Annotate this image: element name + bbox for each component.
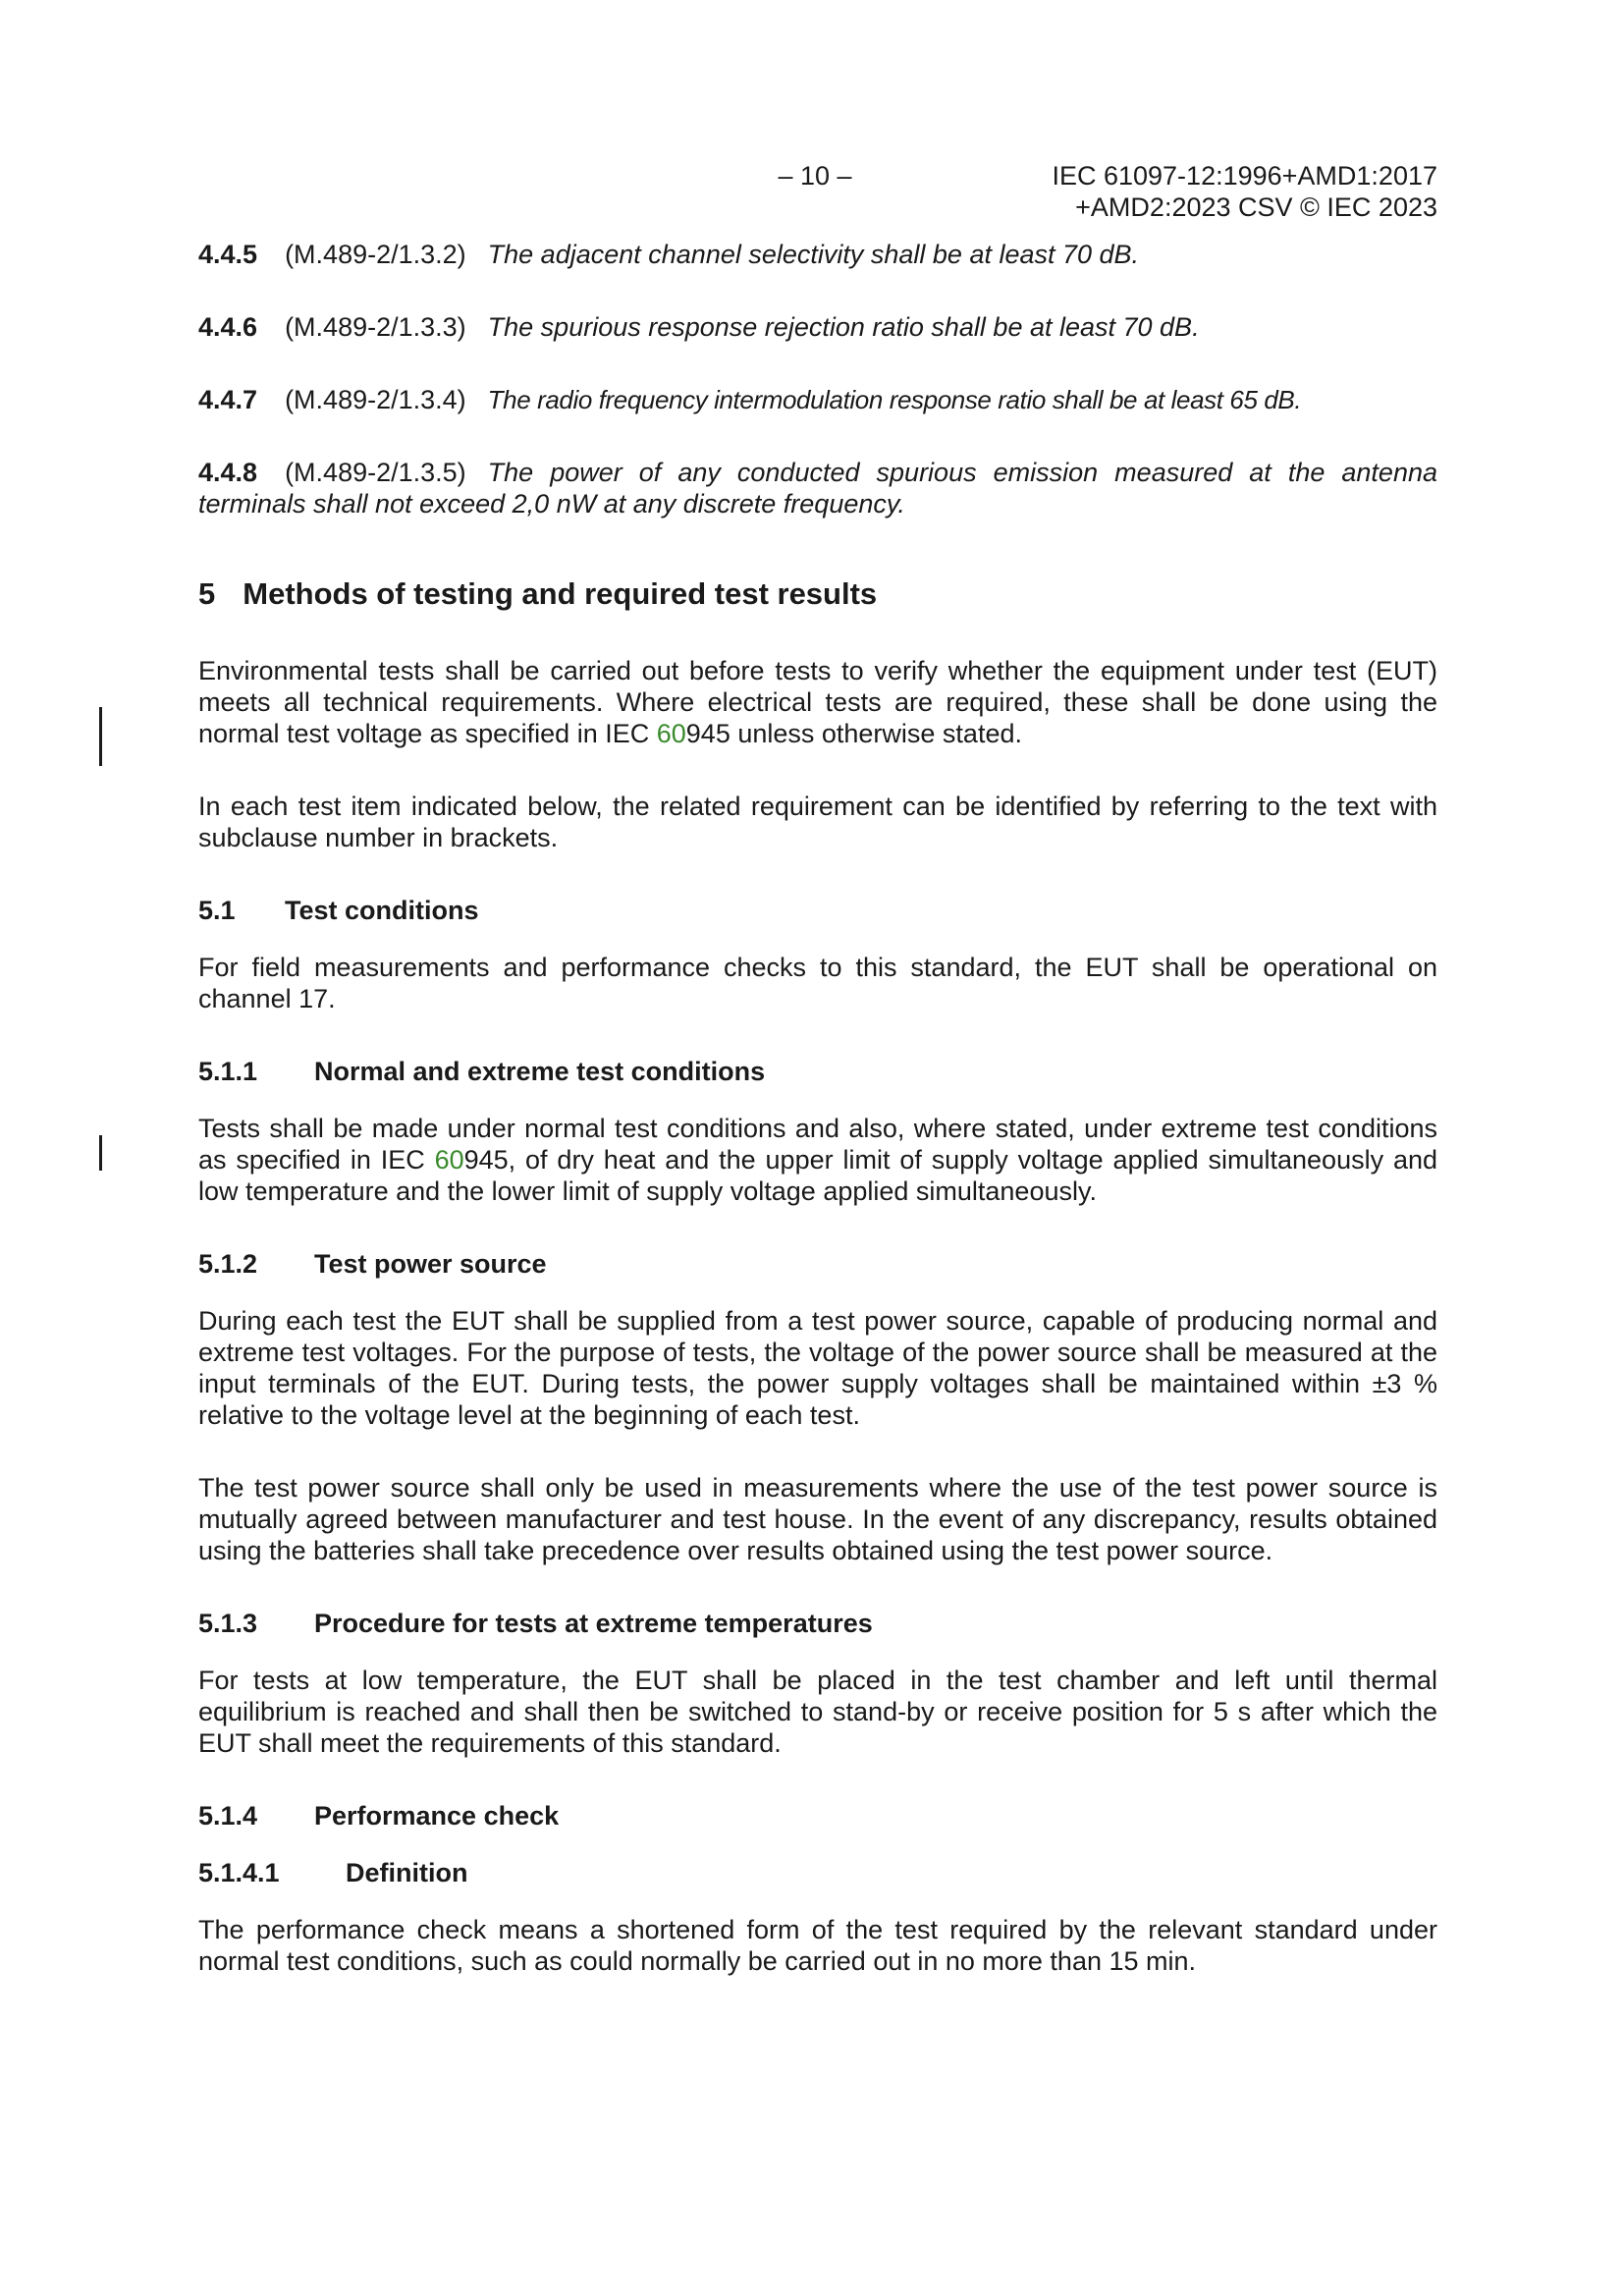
clause-4-4-7	[198, 384, 1437, 415]
subclause-title: Test power source	[314, 1249, 547, 1279]
subclause-5-1-2-heading	[198, 1248, 1437, 1280]
subclause-number: 5.1.2	[198, 1249, 258, 1279]
clause-number: 4.4.5	[198, 240, 258, 269]
paragraph-text: Tests shall be made under normal test conditions and also, where stated, under extreme test conditions as specified in IEC	[198, 1114, 1437, 1175]
section-title: Methods of testing and required test results	[243, 576, 878, 611]
subclause-title: Performance check	[314, 1801, 560, 1831]
clause-4-4-6	[198, 311, 1437, 343]
clause-requirement: The power of any conducted spurious emission measured at the antenna terminals shall not exceed 2,0 nW at any discrete frequency.	[198, 458, 1437, 519]
clause-4-4-8	[198, 457, 1437, 519]
document-identifier-line1: IEC 61097-12:1996+AMD1:2017	[1052, 161, 1437, 191]
document-identifier-line2: +AMD2:2023 CSV © IEC 2023	[1075, 192, 1437, 222]
clause-requirement: The adjacent channel selectivity shall be at least 70 dB.	[487, 240, 1140, 269]
clause-4-4-5	[198, 239, 1437, 270]
section-number: 5	[198, 576, 216, 611]
subclause-5-1-4-1-heading	[198, 1857, 1437, 1888]
clause-reference: (M.489-2/1.3.5)	[285, 458, 466, 487]
paragraph-text: 945, of dry heat and the upper limit of supply voltage applied simultaneously and low temperature and the lower limit of supply voltage applied simultaneously.	[198, 1145, 1438, 1206]
page-header	[0, 160, 1623, 223]
iec-reference-link[interactable]: 60	[434, 1145, 464, 1175]
clause-requirement: The radio frequency intermodulation response ratio shall be at least 65 dB.	[487, 385, 1302, 414]
iec-reference-link[interactable]: 60	[656, 719, 686, 748]
clause-number: 4.4.7	[198, 385, 258, 414]
subclause-5-1-4-1-paragraph: The performance check means a shortened form of the test required by the relevant standard under normal test conditions, such as could normally be carried out in no more than 15 min.	[198, 1915, 1437, 1976]
change-bar	[99, 1135, 102, 1171]
paragraph-text: 945 unless otherwise stated.	[685, 719, 1022, 748]
subclause-title: Test conditions	[285, 896, 479, 925]
subclause-number: 5.1	[198, 896, 236, 925]
clause-number: 4.4.6	[198, 312, 258, 342]
section-5-paragraph-2: In each test item indicated below, the related requirement can be identified by referring to the text with subclause number in brackets.	[198, 792, 1437, 852]
subclause-5-1-4-heading	[198, 1800, 1437, 1831]
subclause-5-1-3-heading	[198, 1608, 1437, 1639]
subclause-5-1-heading	[198, 895, 1437, 926]
subclause-number: 5.1.1	[198, 1057, 258, 1086]
subclause-title: Procedure for tests at extreme temperatures	[314, 1609, 873, 1638]
subclause-number: 5.1.4	[198, 1801, 258, 1831]
subclause-5-1-1-heading	[198, 1056, 1437, 1087]
clause-reference: (M.489-2/1.3.4)	[285, 385, 466, 414]
clause-reference: (M.489-2/1.3.2)	[285, 240, 466, 269]
clause-number: 4.4.8	[198, 458, 258, 487]
clause-reference: (M.489-2/1.3.3)	[285, 312, 466, 342]
section-5-heading	[198, 576, 1437, 612]
subclause-5-1-paragraph: For field measurements and performance checks to this standard, the EUT shall be operational on channel 17.	[198, 953, 1437, 1013]
page-content	[198, 239, 1437, 2018]
subclause-5-1-3-paragraph: For tests at low temperature, the EUT shall be placed in the test chamber and left until thermal equilibrium is reached and shall then be switched to stand-by or receive position for 5 s after which the EUT shall meet the requirements of this standard.	[198, 1666, 1437, 1758]
subclause-5-1-2-paragraph-1: During each test the EUT shall be supplied from a test power source, capable of producing normal and extreme test voltages. For the purpose of tests, the voltage of the power source shall be measured at the input terminals of the EUT. During tests, the power supply voltages shall be maintained within ±3 % relative to the voltage level at the beginning of each test.	[198, 1306, 1437, 1430]
subclause-number: 5.1.4.1	[198, 1858, 280, 1887]
subclause-5-1-1-paragraph	[198, 1113, 1437, 1207]
subclause-5-1-2-paragraph-2: The test power source shall only be used in measurements where the use of the test power source is mutually agreed between manufacturer and test house. In the event of any discrepancy, results obtained using the batteries shall take precedence over results obtained using the test power source.	[198, 1473, 1437, 1565]
subclause-title: Normal and extreme test conditions	[314, 1057, 766, 1086]
paragraph-text: Environmental tests shall be carried out before tests to verify whether the equipment under test (EUT) meets all technical requirements. Where electrical tests are required, these shall be done using the normal test voltage as specified in IEC	[198, 656, 1437, 748]
section-5-paragraph-1	[198, 655, 1437, 749]
subclause-title: Definition	[346, 1858, 468, 1887]
subclause-number: 5.1.3	[198, 1609, 258, 1638]
document-identifier	[1052, 160, 1437, 223]
page-number: – 10 –	[778, 161, 852, 191]
clause-requirement: The spurious response rejection ratio shall be at least 70 dB.	[487, 312, 1200, 342]
change-bar	[99, 707, 102, 766]
